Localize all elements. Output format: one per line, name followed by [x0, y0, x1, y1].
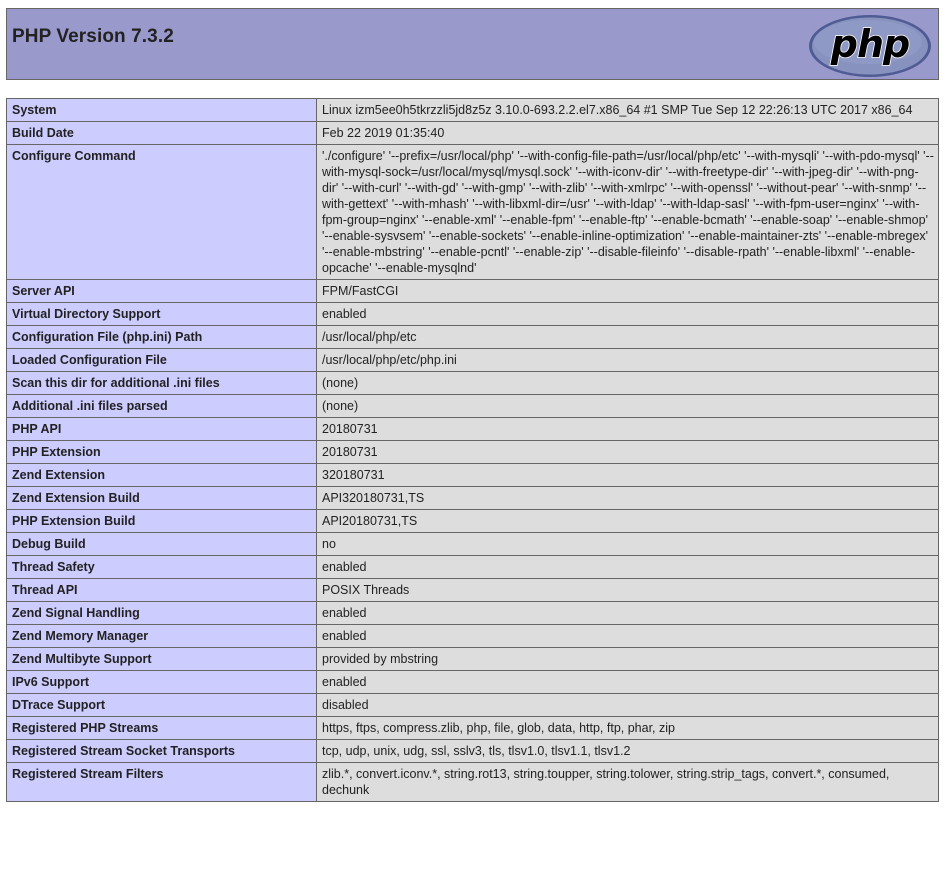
table-row [7, 717, 939, 740]
table-row [7, 602, 939, 625]
row-value: tcp, udp, unix, udg, ssl, sslv3, tls, tlsv1.0, tlsv1.1, tlsv1.2 [317, 740, 939, 763]
table-row [7, 510, 939, 533]
table-row [7, 625, 939, 648]
table-row [7, 740, 939, 763]
row-value: /usr/local/php/etc [317, 326, 939, 349]
php-logo-icon[interactable] [808, 14, 932, 78]
php-version-header [6, 8, 939, 80]
row-label: Loaded Configuration File [7, 349, 317, 372]
table-row [7, 533, 939, 556]
table-row [7, 694, 939, 717]
table-row [7, 99, 939, 122]
row-value: API320180731,TS [317, 487, 939, 510]
table-row [7, 441, 939, 464]
row-value: disabled [317, 694, 939, 717]
row-label: PHP Extension Build [7, 510, 317, 533]
table-row [7, 395, 939, 418]
row-value: POSIX Threads [317, 579, 939, 602]
phpinfo-table [6, 98, 939, 802]
row-value: enabled [317, 625, 939, 648]
table-row [7, 326, 939, 349]
row-label: PHP Extension [7, 441, 317, 464]
row-value: (none) [317, 372, 939, 395]
row-value: 320180731 [317, 464, 939, 487]
table-row [7, 145, 939, 280]
row-label: Registered PHP Streams [7, 717, 317, 740]
table-row [7, 122, 939, 145]
row-value: './configure' '--prefix=/usr/local/php' '--with-config-file-path=/usr/local/php/etc' '--with-mysqli' '--with-pdo-mysql' '--with-mysql-sock=/usr/local/mysql/mysql.sock' '--with-iconv-dir' '--with-freetype-dir' '--with-jpeg-dir' '--with-png-dir' '--with-curl' '--with-gd' '--with-gmp' '--with-zlib' '--with-xmlrpc' '--with-openssl' '--without-pear' '--with-snmp' '--with-gettext' '--with-mhash' '--with-libxml-dir=/usr' '--with-ldap' '--with-ldap-sasl' '--with-fpm-user=nginx' '--with-fpm-group=nginx' '--enable-xml' '--enable-fpm' '--enable-ftp' '--enable-bcmath' '--enable-soap' '--enable-shmop' '--enable-sysvsem' '--enable-sockets' '--enable-inline-optimization' '--enable-maintainer-zts' '--enable-mbregex' '--enable-mbstring' '--enable-pcntl' '--enable-zip' '--disable-fileinfo' '--disable-rpath' '--enable-libxml' '--enable-opcache' '--enable-mysqlnd' [317, 145, 939, 280]
row-label: Scan this dir for additional .ini files [7, 372, 317, 395]
row-value: (none) [317, 395, 939, 418]
row-value: enabled [317, 303, 939, 326]
row-label: Zend Extension Build [7, 487, 317, 510]
row-label: Registered Stream Filters [7, 763, 317, 802]
row-label: System [7, 99, 317, 122]
row-value: https, ftps, compress.zlib, php, file, glob, data, http, ftp, phar, zip [317, 717, 939, 740]
row-label: Thread Safety [7, 556, 317, 579]
table-row [7, 648, 939, 671]
row-label: IPv6 Support [7, 671, 317, 694]
row-label: Additional .ini files parsed [7, 395, 317, 418]
row-label: Zend Extension [7, 464, 317, 487]
table-row [7, 556, 939, 579]
page-title: PHP Version 7.3.2 [12, 26, 174, 47]
row-label: DTrace Support [7, 694, 317, 717]
row-value: enabled [317, 602, 939, 625]
row-label: Configure Command [7, 145, 317, 280]
table-row [7, 763, 939, 802]
row-label: Thread API [7, 579, 317, 602]
row-value: API20180731,TS [317, 510, 939, 533]
row-label: Registered Stream Socket Transports [7, 740, 317, 763]
row-value: enabled [317, 556, 939, 579]
row-value: /usr/local/php/etc/php.ini [317, 349, 939, 372]
row-label: Build Date [7, 122, 317, 145]
row-label: Zend Signal Handling [7, 602, 317, 625]
row-label: Zend Multibyte Support [7, 648, 317, 671]
row-label: Virtual Directory Support [7, 303, 317, 326]
table-row [7, 372, 939, 395]
row-label: Server API [7, 280, 317, 303]
table-row [7, 303, 939, 326]
table-row [7, 464, 939, 487]
row-value: FPM/FastCGI [317, 280, 939, 303]
row-label: Configuration File (php.ini) Path [7, 326, 317, 349]
row-value: 20180731 [317, 418, 939, 441]
row-value: enabled [317, 671, 939, 694]
table-row [7, 579, 939, 602]
row-label: PHP API [7, 418, 317, 441]
row-label: Zend Memory Manager [7, 625, 317, 648]
row-value: no [317, 533, 939, 556]
table-row [7, 671, 939, 694]
php-logo-text: php [830, 22, 910, 66]
row-value: provided by mbstring [317, 648, 939, 671]
row-value: Feb 22 2019 01:35:40 [317, 122, 939, 145]
row-value: Linux izm5ee0h5tkrzzli5jd8z5z 3.10.0-693.2.2.el7.x86_64 #1 SMP Tue Sep 12 22:26:13 UTC 2017 x86_64 [317, 99, 939, 122]
table-row [7, 418, 939, 441]
table-row [7, 280, 939, 303]
row-value: zlib.*, convert.iconv.*, string.rot13, string.toupper, string.tolower, string.strip_tags, convert.*, consumed, dechunk [317, 763, 939, 802]
table-row [7, 349, 939, 372]
row-value: 20180731 [317, 441, 939, 464]
table-row [7, 487, 939, 510]
row-label: Debug Build [7, 533, 317, 556]
